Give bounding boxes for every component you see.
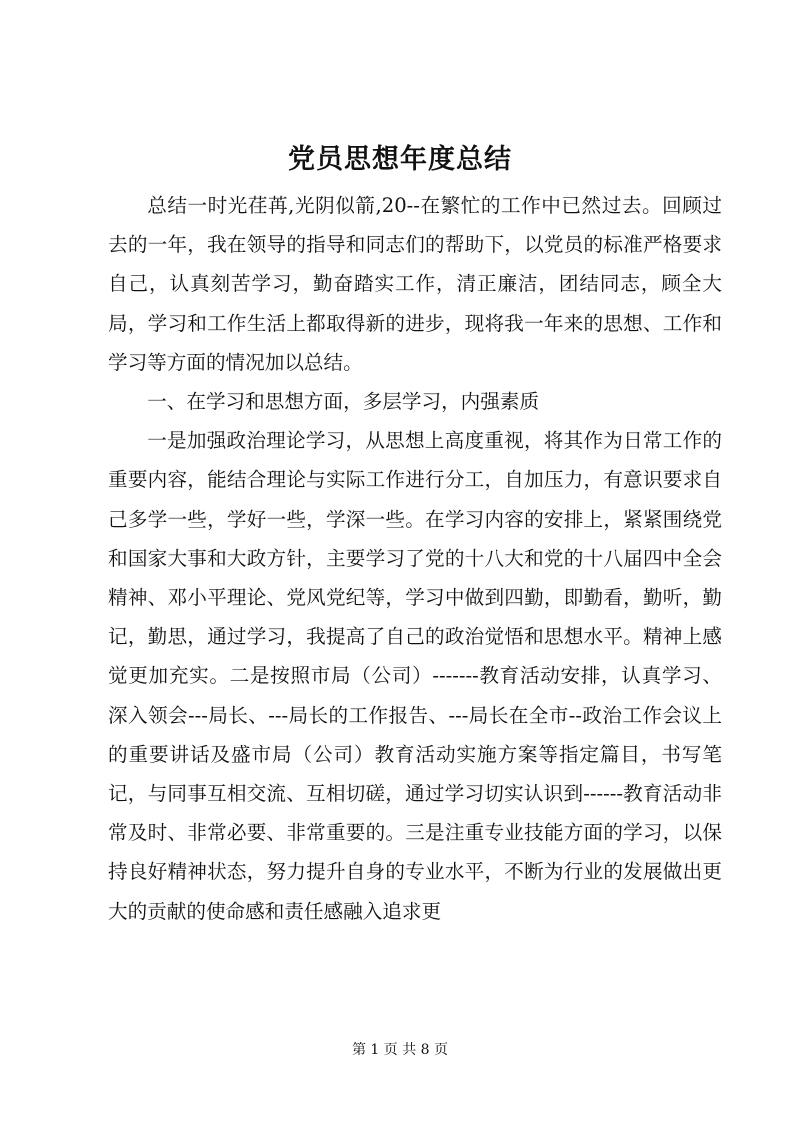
paragraph-study: 一是加强政治理论学习，从思想上高度重视，将其作为日常工作的重要内容，能结合理论与实际工作进行分工，自加压力，有意识要求自己多学一些，学好一些，学深一些。在学习内容的安排上，紧紧围绕党和国家大事和大政方针，主要学习了党的十八大和党的十八届四中全会精神、邓小平理论、党风党纪等，学习中做到四勤，即勤看，勤听，勤记，勤思，通过学习，我提高了自己的政治觉悟和思想水平。精神上感觉更加充实。二是按照市局（公司）-------教育活动安排，认真学习、深入领会---局长、---局长的工作报告、---局长在全市--政治工作会议上的重要讲话及盛市局（公司）教育活动实施方案等指定篇目，书写笔记，与同事互相交流、互相切磋，通过学习切实认识到------教育活动非常及时、非常必要、非常重要的。三是注重专业技能方面的学习，以保持良好精神状态，努力提升自身的专业水平，不断为行业的发展做出更大的贡献的使命感和责任感融入追求更 bbox=[108, 429, 722, 923]
section-heading: 一、在学习和思想方面，多层学习，内强素质 bbox=[147, 390, 540, 414]
paragraph-intro: 总结一时光荏苒,光阴似箭,20--在繁忙的工作中已然过去。回顾过去的一年，我在领导的指导和同志们的帮助下，以党员的标准严格要求自己，认真刻苦学习，勤奋踏实工作，清正廉洁，团结同志，顾全大局，学习和工作生活上都取得新的进步，现将我一年来的思想、工作和学习等方面的情况加以总结。 bbox=[108, 194, 722, 374]
document-title: 党员思想年度总结 bbox=[288, 144, 512, 175]
document-body bbox=[108, 186, 722, 931]
page-number: 第 1 页 共 8 页 bbox=[351, 1042, 449, 1058]
